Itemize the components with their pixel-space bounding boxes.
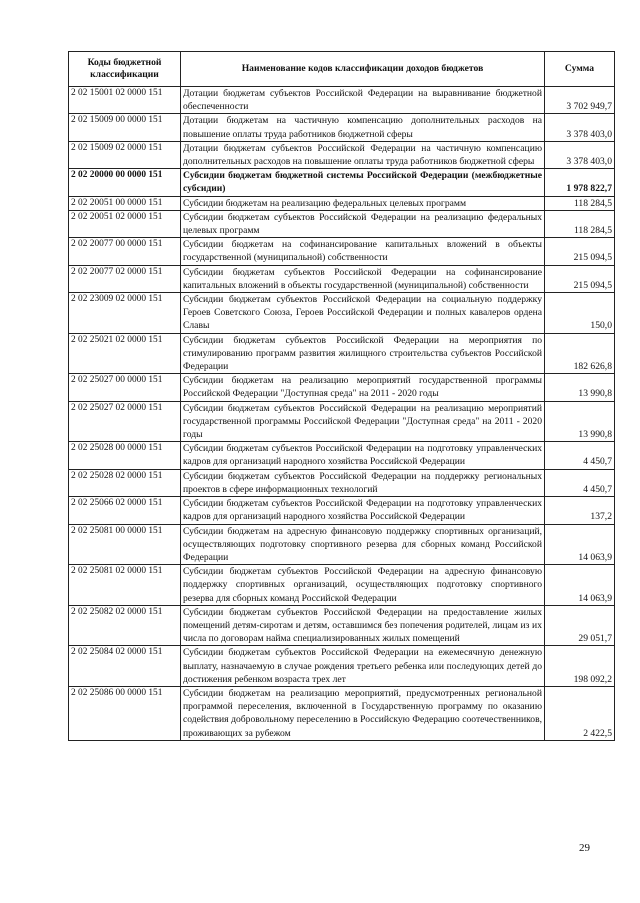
row-sum-cell: 150,0 <box>545 293 615 334</box>
header-name: Наименование кодов классификации доходов бюджетов <box>181 52 545 87</box>
row-name-cell: Субсидии бюджетам на адресную финансовую поддержку спортивных организаций, осуществляющих подготовку спортивного резерва для сборных команд Российской Федерации <box>181 524 545 565</box>
row-sum-cell: 118 284,5 <box>545 210 615 237</box>
table-row <box>69 265 615 292</box>
table-row <box>69 524 615 565</box>
row-name-cell: Дотации бюджетам субъектов Российской Федерации на выравнивание бюджетной обеспеченности <box>181 87 545 114</box>
row-sum-cell: 13 990,8 <box>545 374 615 401</box>
row-sum-cell: 118 284,5 <box>545 196 615 210</box>
row-name-cell: Субсидии бюджетам субъектов Российской Федерации на реализацию мероприятий государственной программы Российской Федерации "Доступная среда" на 2011 - 2020 годы <box>181 401 545 442</box>
budget-revenue-table <box>68 51 615 741</box>
header-sum: Сумма <box>545 52 615 87</box>
row-sum-cell: 137,2 <box>545 497 615 524</box>
table-row <box>69 293 615 334</box>
row-name-cell: Субсидии бюджетам субъектов Российской Федерации на предоставление жилых помещений детям-сиротам и детям, оставшимся без попечения родителей, лицам из их числа по договорам найма специализированных жилых помещений <box>181 605 545 646</box>
row-sum-cell: 215 094,5 <box>545 265 615 292</box>
row-sum-cell: 4 450,7 <box>545 469 615 496</box>
row-name-cell: Субсидии бюджетам на реализацию мероприятий, предусмотренных региональной программой переселения, включенной в Государственную программу по оказанию содействия добровольному переселению в Российскую Федерацию соотечественников, проживающих за рубежом <box>181 686 545 740</box>
row-sum-cell: 3 702 949,7 <box>545 87 615 114</box>
row-sum-cell: 29 051,7 <box>545 605 615 646</box>
row-sum-cell: 2 422,5 <box>545 686 615 740</box>
row-code-cell: 2 02 23009 02 0000 151 <box>69 293 181 334</box>
row-code-cell: 2 02 25027 00 0000 151 <box>69 374 181 401</box>
table-header-row <box>69 52 615 87</box>
row-code-cell: 2 02 25028 02 0000 151 <box>69 469 181 496</box>
table-row <box>69 374 615 401</box>
row-code-cell: 2 02 25021 02 0000 151 <box>69 333 181 374</box>
row-name-cell: Субсидии бюджетам субъектов Российской Федерации на софинансирование капитальных вложений в объекты государственной (муниципальной) собственности <box>181 265 545 292</box>
table-row <box>69 196 615 210</box>
row-sum-cell: 4 450,7 <box>545 442 615 469</box>
row-code-cell: 2 02 25082 02 0000 151 <box>69 605 181 646</box>
row-name-cell: Субсидии бюджетам бюджетной системы Российской Федерации (межбюджетные субсидии) <box>181 169 545 196</box>
row-code-cell: 2 02 25027 02 0000 151 <box>69 401 181 442</box>
row-name-cell: Субсидии бюджетам субъектов Российской Федерации на адресную финансовую поддержку спортивных организаций, осуществляющих подготовку спортивного резерва для сборных команд Российской Федерации <box>181 565 545 606</box>
table-row <box>69 686 615 740</box>
table-row <box>69 605 615 646</box>
row-sum-cell: 198 092,2 <box>545 646 615 687</box>
table-row <box>69 442 615 469</box>
row-name-cell: Субсидии бюджетам субъектов Российской Федерации на мероприятия по стимулированию программ развития жилищного строительства субъектов Российской Федерации <box>181 333 545 374</box>
row-name-cell: Дотации бюджетам субъектов Российской Федерации на частичную компенсацию дополнительных расходов на повышение оплаты труда работников бюджетной сферы <box>181 141 545 168</box>
table-row <box>69 401 615 442</box>
row-name-cell: Субсидии бюджетам субъектов Российской Федерации на поддержку региональных проектов в сфере информационных технологий <box>181 469 545 496</box>
table-row <box>69 210 615 237</box>
table-row <box>69 169 615 196</box>
row-code-cell: 2 02 15001 02 0000 151 <box>69 87 181 114</box>
row-code-cell: 2 02 25028 00 0000 151 <box>69 442 181 469</box>
table-row <box>69 114 615 141</box>
row-sum-cell: 182 626,8 <box>545 333 615 374</box>
row-sum-cell: 13 990,8 <box>545 401 615 442</box>
row-code-cell: 2 02 20077 02 0000 151 <box>69 265 181 292</box>
row-code-cell: 2 02 15009 02 0000 151 <box>69 141 181 168</box>
table-row <box>69 565 615 606</box>
row-sum-cell: 1 978 822,7 <box>545 169 615 196</box>
table-row <box>69 141 615 168</box>
row-name-cell: Дотации бюджетам на частичную компенсацию дополнительных расходов на повышение оплаты труда работников бюджетной сферы <box>181 114 545 141</box>
header-code: Коды бюджетной классификации <box>69 52 181 87</box>
table-row <box>69 238 615 265</box>
page-number: 29 <box>579 842 590 854</box>
row-code-cell: 2 02 15009 00 0000 151 <box>69 114 181 141</box>
row-sum-cell: 14 063,9 <box>545 565 615 606</box>
row-code-cell: 2 02 25081 00 0000 151 <box>69 524 181 565</box>
row-code-cell: 2 02 25066 02 0000 151 <box>69 497 181 524</box>
row-code-cell: 2 02 25081 02 0000 151 <box>69 565 181 606</box>
row-name-cell: Субсидии бюджетам субъектов Российской Федерации на социальную поддержку Героев Советского Союза, Героев Российской Федерации и полных кавалеров ордена Славы <box>181 293 545 334</box>
row-name-cell: Субсидии бюджетам на софинансирование капитальных вложений в объекты государственной (муниципальной) собственности <box>181 238 545 265</box>
table-row <box>69 87 615 114</box>
row-sum-cell: 215 094,5 <box>545 238 615 265</box>
row-name-cell: Субсидии бюджетам субъектов Российской Федерации на подготовку управленческих кадров для организаций народного хозяйства Российской Федерации <box>181 442 545 469</box>
table-body <box>69 87 615 741</box>
row-code-cell: 2 02 20051 02 0000 151 <box>69 210 181 237</box>
row-code-cell: 2 02 20000 00 0000 151 <box>69 169 181 196</box>
row-name-cell: Субсидии бюджетам субъектов Российской Федерации на реализацию федеральных целевых программ <box>181 210 545 237</box>
row-name-cell: Субсидии бюджетам на реализацию мероприятий государственной программы Российской Федерации "Доступная среда" на 2011 - 2020 годы <box>181 374 545 401</box>
row-code-cell: 2 02 20077 00 0000 151 <box>69 238 181 265</box>
row-name-cell: Субсидии бюджетам субъектов Российской Федерации на подготовку управленческих кадров для организаций народного хозяйства Российской Федерации <box>181 497 545 524</box>
row-code-cell: 2 02 20051 00 0000 151 <box>69 196 181 210</box>
table-row <box>69 497 615 524</box>
table-row <box>69 469 615 496</box>
row-name-cell: Субсидии бюджетам на реализацию федеральных целевых программ <box>181 196 545 210</box>
row-code-cell: 2 02 25084 02 0000 151 <box>69 646 181 687</box>
row-sum-cell: 3 378 403,0 <box>545 141 615 168</box>
row-code-cell: 2 02 25086 00 0000 151 <box>69 686 181 740</box>
row-sum-cell: 14 063,9 <box>545 524 615 565</box>
table-row <box>69 333 615 374</box>
table-row <box>69 646 615 687</box>
row-name-cell: Субсидии бюджетам субъектов Российской Федерации на ежемесячную денежную выплату, назначаемую в случае рождения третьего ребенка или последующих детей до достижения ребенком возраста трех лет <box>181 646 545 687</box>
row-sum-cell: 3 378 403,0 <box>545 114 615 141</box>
